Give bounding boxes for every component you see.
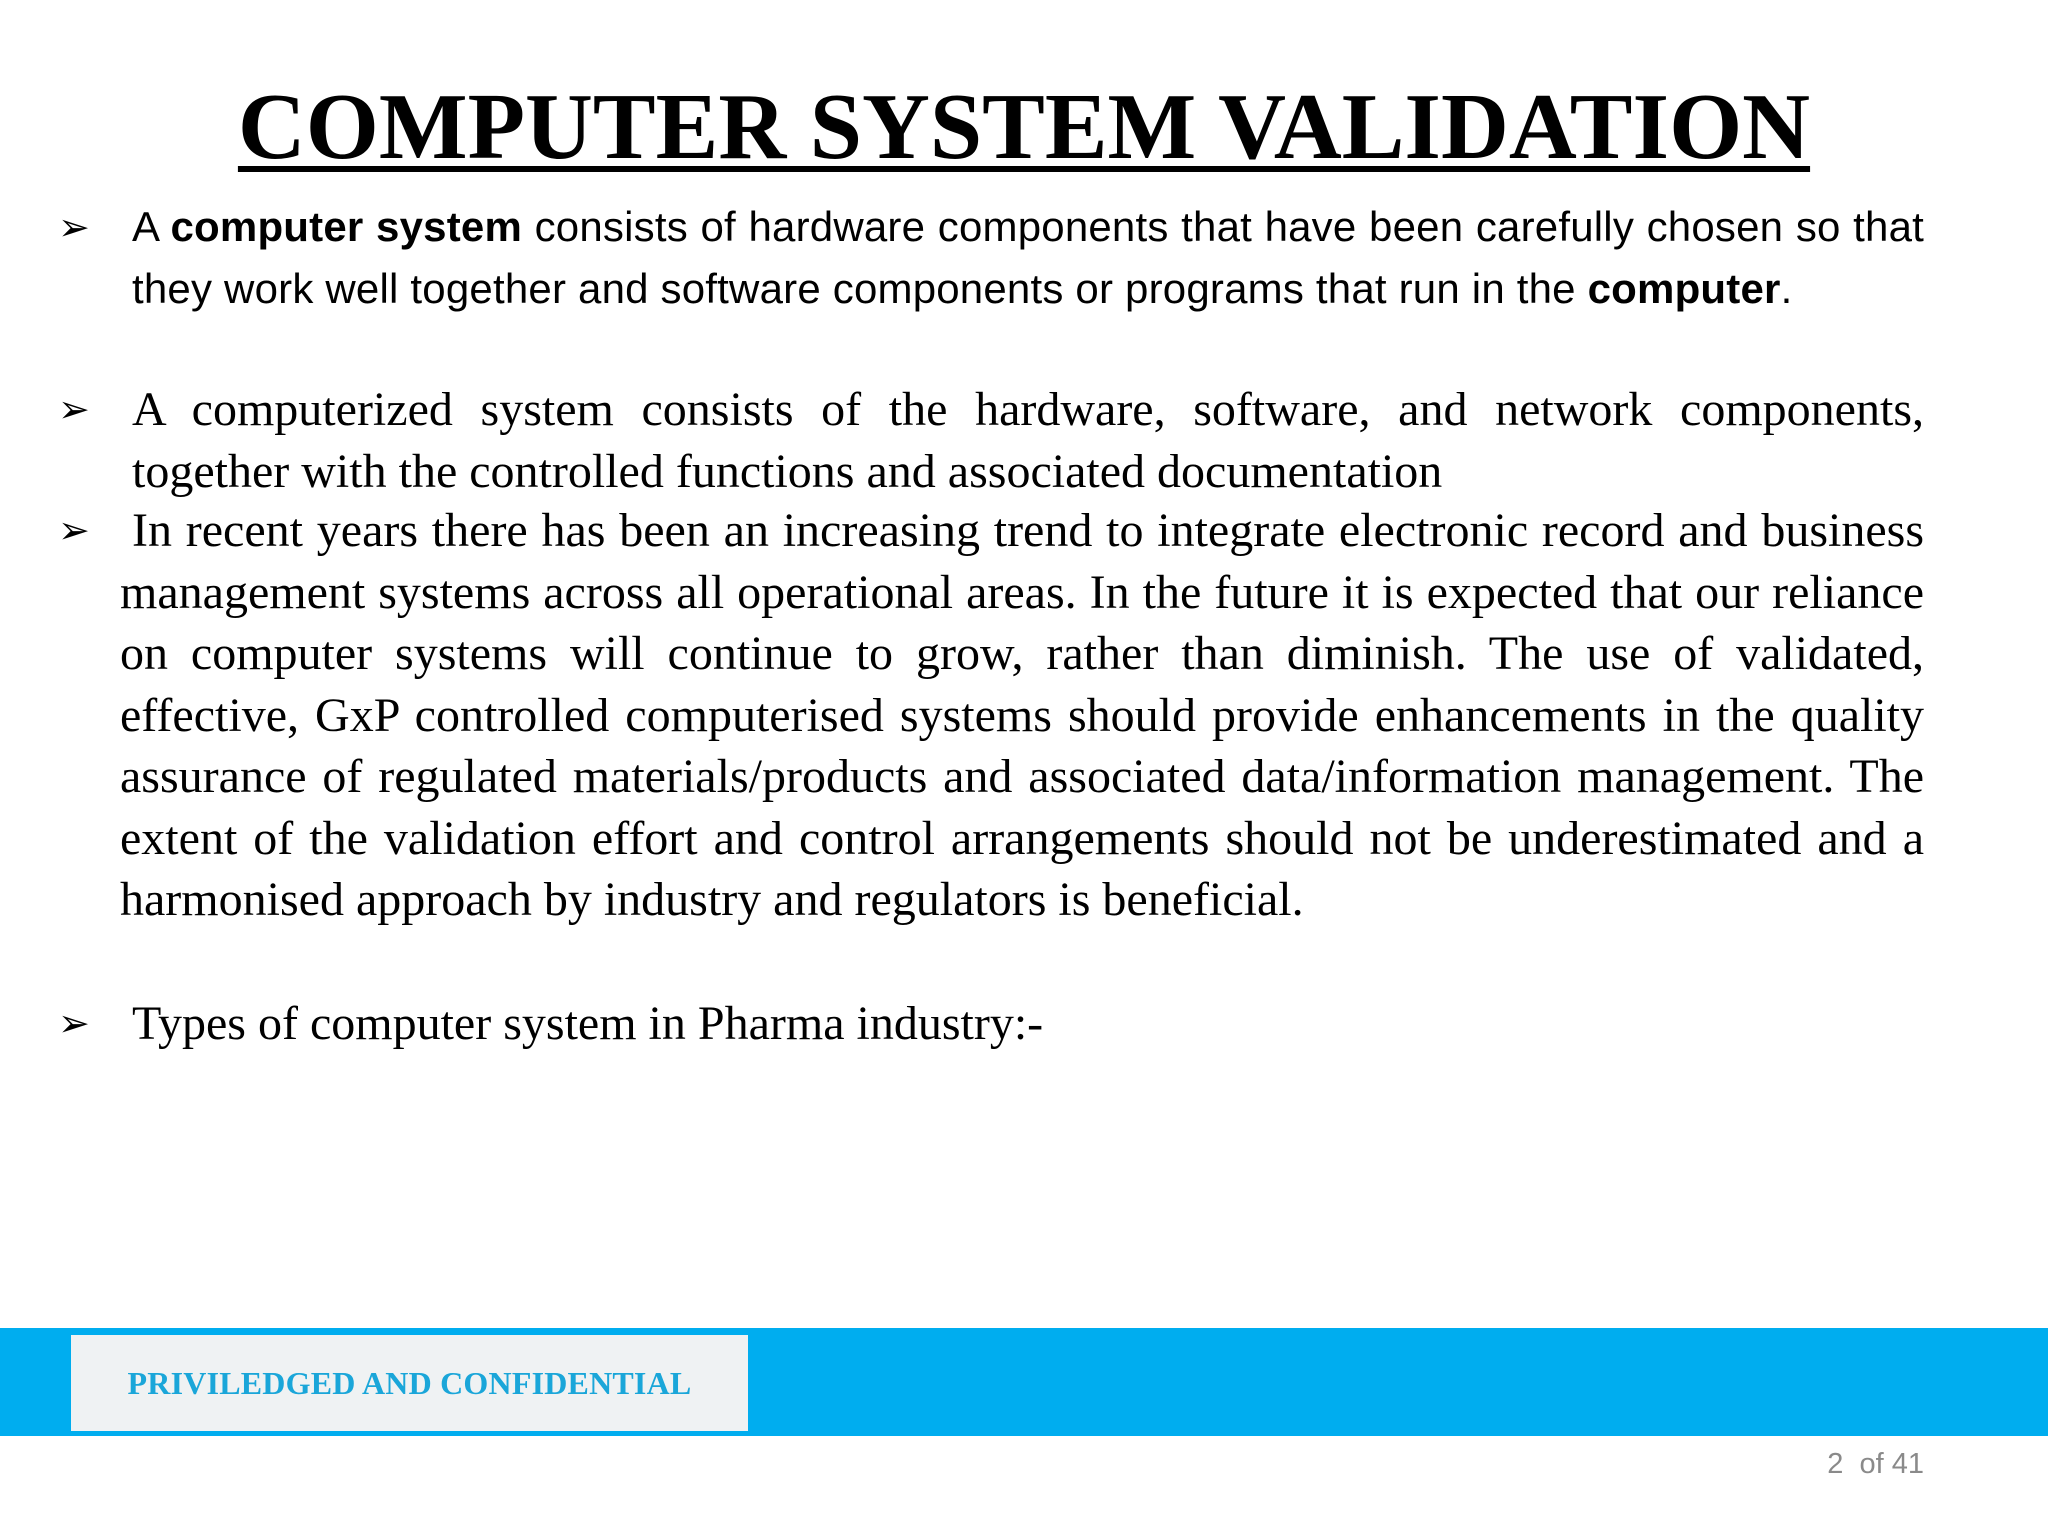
bullet-text [132, 196, 1924, 320]
bullet-text-body: In recent years there has been an increasing trend to integrate electronic record and business management systems across all operational areas. In the future it is expected that our reliance on computer systems will continue to grow, rather than diminish. The use of validated, effective, GxP controlled computerised systems should provide enhancements in the quality assurance of regulated materials/products and associated data/information management. The extent of the validation effort and control arrangements should not be underestimated and a harmonised approach by industry and regulators is beneficial. [120, 504, 1924, 926]
bullet-text-segment: A [132, 203, 171, 250]
bullet-text-segment: consists of hardware components that have been carefully chosen so that they work well together and software components or programs that run in the [132, 203, 1925, 312]
bullet-item [58, 379, 1924, 509]
bullet-item [58, 196, 1924, 386]
bullet-text-bold-segment: computer system [170, 203, 522, 250]
confidential-label-box [71, 1335, 748, 1431]
bullet-text-bold-segment: computer [1587, 265, 1781, 312]
confidential-label: PRIVILEDGED AND CONFIDENTIAL [127, 1365, 692, 1401]
bullet-item [58, 500, 1924, 990]
arrow-bullet-icon: ➢ [58, 1001, 90, 1045]
bullet-text-segment: . [1780, 265, 1793, 312]
bullet-text: Types of computer system in Pharma industry:- [132, 997, 1044, 1050]
arrow-bullet-icon: ➢ [58, 508, 90, 552]
bullet-text: A computerized system consists of the hardware, software, and network components, together with the controlled functions and associated documentation [132, 383, 1924, 498]
slide-title: COMPUTER SYSTEM VALIDATION [237, 75, 1811, 179]
bullet-item [58, 993, 1924, 1063]
arrow-bullet-icon: ➢ [58, 387, 90, 431]
bullet-text [120, 500, 1924, 931]
page-number: 2 of 41 [1827, 1448, 1924, 1480]
arrow-bullet-icon: ➢ [58, 205, 90, 249]
